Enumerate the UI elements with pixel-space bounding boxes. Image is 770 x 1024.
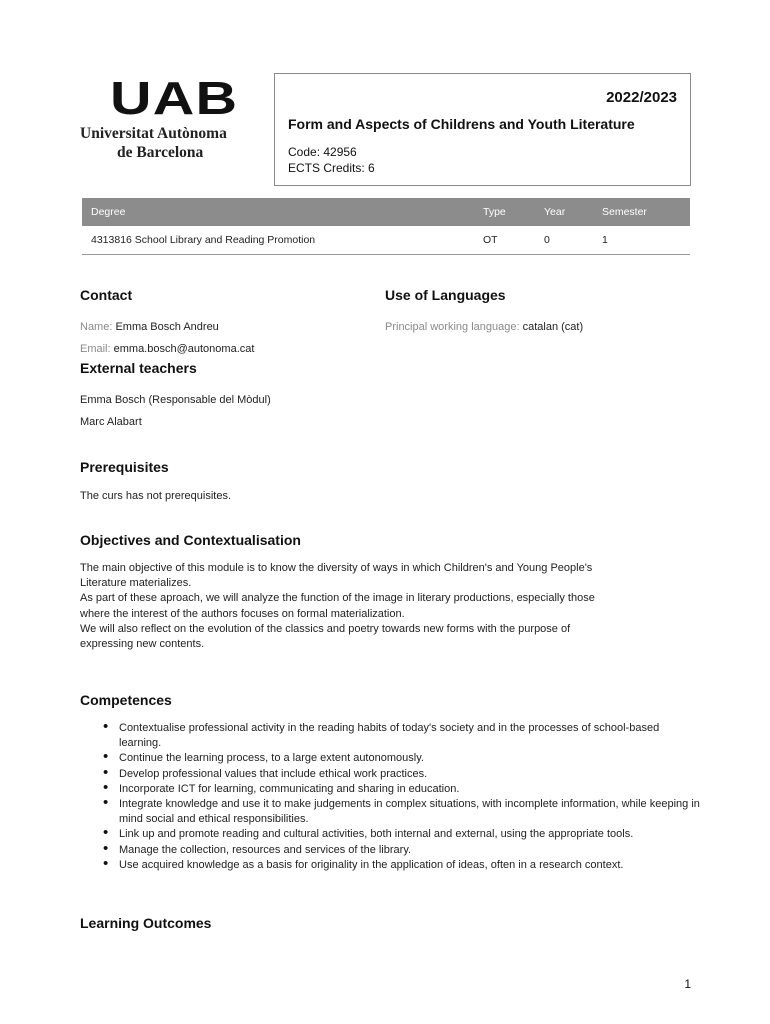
degree-table [82,198,690,255]
objectives-line: expressing new contents. [80,638,205,651]
header-year: Year [535,198,593,226]
cell-semester: 1 [593,226,690,254]
page-number: 1 [684,977,691,991]
course-title: Form and Aspects of Childrens and Youth Literature [288,116,635,132]
external-teacher: Marc Alabart [80,416,142,428]
contact-heading: Contact [80,287,133,303]
list-item: • Continue the learning process, to a large extent autonomously. [103,751,703,766]
competences-list [103,721,703,873]
language-line [385,320,583,335]
email-label: Email: [80,343,111,355]
list-item: • Manage the collection, resources and services of the library. [103,843,703,858]
list-item: • Develop professional values that include ethical work practices. [103,767,703,782]
objectives-line: As part of these aproach, we will analyze the function of the image in literary productions, especially those [80,592,595,605]
objectives-line: The main objective of this module is to know the diversity of ways in which Children's and Young People's [80,562,593,574]
cell-year: 0 [535,226,593,254]
external-teachers-heading: External teachers [80,360,197,376]
prerequisites-heading: Prerequisites [80,459,169,475]
objectives-heading: Objectives and Contextualisation [80,532,301,548]
contact-email-line [80,342,254,357]
prerequisites-text: The curs has not prerequisites. [80,490,232,502]
header-semester: Semester [593,198,690,226]
objectives-line: where the interest of the authors focuses on formal materialization. [80,607,405,620]
logo-mark: UAB [110,72,239,124]
table-header-row [82,198,690,226]
contact-email: emma.bosch@autonoma.cat [113,343,255,355]
competences-heading: Competences [80,692,172,708]
table-row [82,226,690,254]
uab-logo [80,72,262,162]
list-item: • Contextualise professional activity in the reading habits of today's society and in the processes of school-based learning. [103,721,703,751]
course-info-box [274,73,691,186]
list-item: • Integrate knowledge and use it to make judgements in complex situations, with incomplete information, while keeping in mind social and ethical responsibilities. [103,797,703,827]
cell-type: OT [474,226,535,254]
cell-degree: 4313816 School Library and Reading Promotion [82,226,474,254]
objectives-line: Literature materializes. [80,577,192,590]
name-label: Name: [80,321,113,333]
learning-outcomes-heading: Learning Outcomes [80,915,212,931]
academic-year: 2022/2023 [606,89,677,106]
contact-name: Emma Bosch Andreu [115,321,219,333]
language-value: catalan (cat) [522,321,584,333]
contact-name-line [80,320,219,335]
header-degree: Degree [82,198,474,226]
list-item: • Use acquired knowledge as a basis for originality in the application of ideas, often in a research context. [103,858,703,873]
list-item: • Link up and promote reading and cultural activities, both internal and external, using the appropriate tools. [103,827,703,842]
logo-line2: de Barcelona [117,144,204,161]
list-item: • Incorporate ICT for learning, communicating and sharing in education. [103,782,703,797]
objectives-line: We will also reflect on the evolution of the classics and poetry towards new forms with the purpose of [80,622,571,635]
course-code: Code: 42956 [288,145,357,159]
language-label: Principal working language: [385,321,520,333]
header-type: Type [474,198,535,226]
objectives-text [80,561,680,652]
ects-credits: ECTS Credits: 6 [288,161,375,175]
logo-line1: Universitat Autònoma [80,125,227,142]
external-teacher: Emma Bosch (Responsable del Mòdul) [80,394,271,406]
languages-heading: Use of Languages [385,287,506,303]
